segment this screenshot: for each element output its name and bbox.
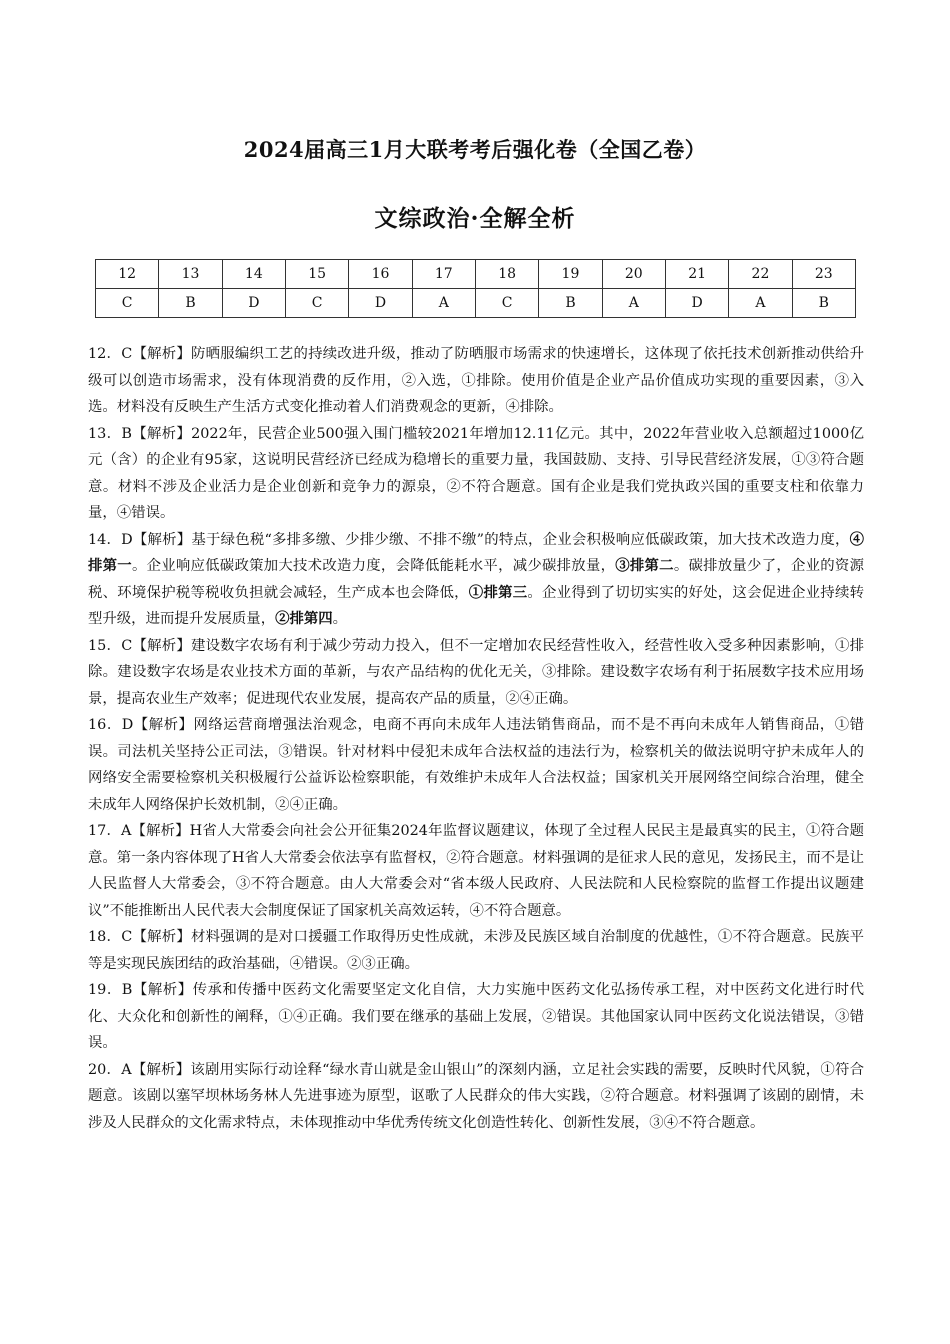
explanation-q16: 16．D【解析】网络运营商增强法治观念，电商不再向未成年人违法销售商品，而不是不再向未成年人销售商品，①错误。司法机关坚持公正司法，③错误。针对材料中侵犯未成年合法权益的违法行为，检察机关的做法说明守护未成年人的网络安全需要检察机关积极履行公益诉讼检察职能，有效维护未成年人合法权益；国家机关开展网络空间综合治理，健全未成年人网络保护长效机制，②④正确。 [88, 717, 864, 813]
question-number-cell: 21 [665, 260, 728, 289]
explanations [88, 341, 864, 1136]
q14-rank-2: ③排第二 [615, 557, 674, 574]
explanation-q14 [88, 527, 864, 633]
q14-text: 。 [332, 611, 348, 627]
answer-cell: B [539, 289, 602, 318]
q14-text: 。企业得到了切切实实的好处，这会促进企业持续转型升级，进而提升发展质量， [88, 584, 864, 627]
question-number-cell: 13 [159, 260, 222, 289]
answer-cell: C [475, 289, 538, 318]
question-number-cell: 14 [222, 260, 285, 289]
answer-cell: B [792, 289, 855, 318]
q14-text: 14．D【解析】基于绿色税“多排多缴、少排少缴、不排不缴”的特点，企业会积极响应低碳政策，加大技术改造力度， [88, 531, 850, 548]
explanation-q20: 20．A【解析】该剧用实际行动诠释“绿水青山就是金山银山”的深刻内涵，立足社会实践的需要，反映时代风貌，①符合题意。该剧以塞罕坝林场务林人先进事迹为原型，讴歌了人民群众的伟大实践，②符合题意。材料强调了该剧的剧情，未涉及人民群众的文化需求特点，未体现推动中华优秀传统文化创造性转化、创新性发展，③④不符合题意。 [88, 1061, 864, 1131]
explanation-q12: 12．C【解析】防晒服编织工艺的持续改进升级，推动了防晒服市场需求的快速增长，这体现了依托技术创新推动供给升级可以创造市场需求，没有体现消费的反作用，②入选，①排除。使用价值是企业产品价值成功实现的重要因素，③入选。材料没有反映生产生活方式变化推动着人们消费观念的更新，④排除。 [88, 346, 864, 415]
answer-cell: B [159, 289, 222, 318]
page-subtitle: 文综政治·全解全析 [374, 205, 576, 232]
answer-cell: D [349, 289, 412, 318]
q14-rank-3: ①排第三 [468, 583, 528, 601]
q14-text: 。碳排放量少了，企业的资源税、环境保护税等税收负担就会减轻，生产成本也会降低， [88, 558, 864, 601]
question-number-cell: 12 [96, 260, 159, 289]
page-title: 2024届高三1月大联考考后强化卷（全国乙卷） [243, 137, 707, 162]
answer-cell: D [665, 289, 728, 318]
explanation-q18: 18．C【解析】材料强调的是对口援疆工作取得历史性成就，未涉及民族区域自治制度的优越性，①不符合题意。民族平等是实现民族团结的政治基础，④错误。②③正确。 [88, 929, 864, 972]
answer-cell: A [412, 289, 475, 318]
question-number-cell: 22 [729, 260, 792, 289]
q14-rank-1: ④排第一 [88, 530, 864, 574]
question-number-cell: 23 [792, 260, 855, 289]
explanation-q13: 13．B【解析】2022年，民营企业500强入围门槛较2021年增加12.11亿元。其中，2022年营业收入总额超过1000亿元（含）的企业有95家，这说明民营经济已经成为稳增长的重要力量，我国鼓励、支持、引导民营经济发展，①③符合题意。材料不涉及企业活力是企业创新和竞争力的源泉，②不符合题意。国有企业是我们党执政兴国的重要支柱和依靠力量，④错误。 [88, 425, 864, 521]
question-number-cell: 20 [602, 260, 665, 289]
question-number-cell: 18 [475, 260, 538, 289]
answer-table-answer-row [96, 289, 856, 318]
answer-cell: D [222, 289, 285, 318]
explanation-q19: 19．B【解析】传承和传播中医药文化需要坚定文化自信，大力实施中医药文化弘扬传承工程，对中医药文化进行时代化、大众化和创新性的阐释，①④正确。我们要在继承的基础上发展，②错误。其他国家认同中医药文化说法错误，③错误。 [88, 982, 864, 1051]
answer-cell: A [602, 289, 665, 318]
explanation-q15: 15．C【解析】建设数字农场有利于减少劳动力投入，但不一定增加农民经营性收入，经营性收入受多种因素影响，①排除。建设数字农场是农业技术方面的革新，与农产品结构的优化无关，③排除。建设数字农场有利于拓展数字技术应用场景，提高农业生产效率；促进现代农业发展，提高农产品的质量，②④正确。 [88, 637, 864, 707]
q14-text: 。企业响应低碳政策加大技术改造力度，会降低能耗水平，减少碳排放量， [131, 558, 616, 574]
answer-cell: C [96, 289, 159, 318]
explanation-q17: 17．A【解析】H省人大常委会向社会公开征集2024年监督议题建议，体现了全过程人民民主是最真实的民主，①符合题意。第一条内容体现了H省人大常委会依法享有监督权，②符合题意。材料强调的是征求人民的意见，发扬民主，而不是让人民监督人大常委会，③不符合题意。由人大常委会对“省本级人民政府、人民法院和人民检察院的监督工作提出议题建议”不能推断出人民代表大会制度保证了国家机关高效运转，④不符合题意。 [88, 823, 864, 919]
answer-table-number-row [96, 260, 856, 289]
question-number-cell: 15 [285, 260, 348, 289]
question-number-cell: 17 [412, 260, 475, 289]
answer-table [95, 259, 856, 318]
answer-cell: C [285, 289, 348, 318]
q14-rank-4: ②排第四 [275, 610, 333, 627]
answer-cell: A [729, 289, 792, 318]
question-number-cell: 16 [349, 260, 412, 289]
question-number-cell: 19 [539, 260, 602, 289]
